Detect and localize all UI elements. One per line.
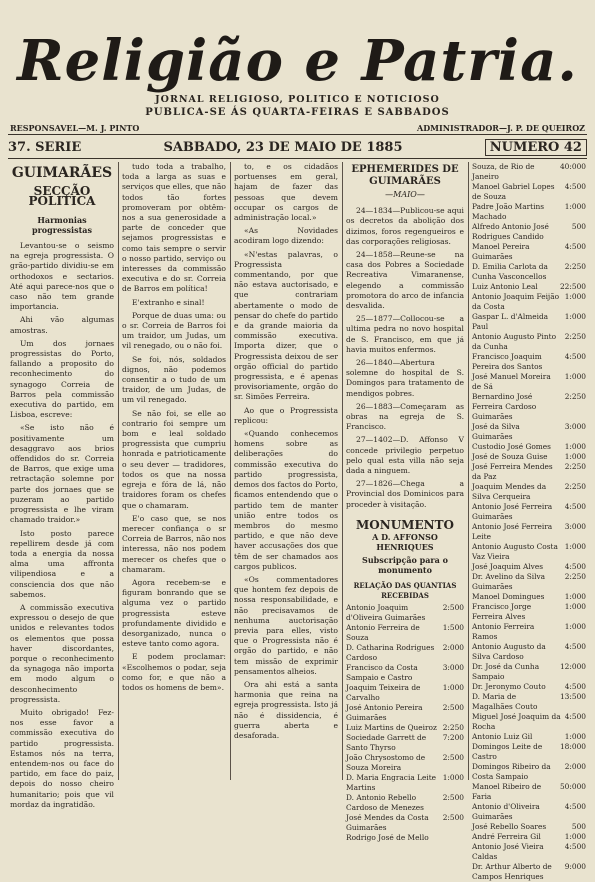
paragraph: Muito obrigado! Fez-nos esse favor a commissão executiva do partido progressista. Estamos nós na terra, entendem-nos ou face do partido, em face do paiz, depois do nosso cheiro humanitario; pois que vil mordaz da ingratidão.: [10, 707, 114, 809]
donor-row: [472, 832, 586, 842]
donor-row: [472, 712, 586, 732]
donor-amount: 1:000: [564, 622, 586, 631]
column-5: [472, 162, 586, 881]
donor-name: José Manuel Moreira de Sá: [472, 372, 551, 391]
paragraph: 26—1840—Abertura solemne do hospital de S. Domingos para tratamento de mendigos pobres.: [346, 358, 464, 398]
donor-name: Francisco da Costa Sampaio e Castro: [346, 663, 418, 683]
donor-name: Dr. Jeronymo Couto: [472, 682, 546, 691]
donor-amount: 40:000: [559, 162, 586, 171]
donor-row: [472, 642, 586, 662]
donor-amount: [460, 833, 464, 843]
donor-amount: 1:000: [564, 732, 586, 741]
donor-amount: 4:500: [564, 562, 586, 571]
donor-amount: 2:500: [442, 793, 464, 803]
donor-name: Antonio José Ferreira Leite: [472, 522, 553, 541]
donor-amount: 2:500: [442, 603, 464, 613]
administrador: ADMINISTRADOR—J. P. DE QUEIROZ: [417, 123, 585, 133]
donor-name: Dr. Arthur Alberto de Campos Henriques: [472, 862, 552, 881]
donor-row: [472, 312, 586, 332]
donor-amount: 2:500: [442, 813, 464, 823]
donor-amount: 2:250: [564, 332, 586, 341]
donor-amount: 4:500: [564, 182, 586, 191]
donor-name: Manoel Domingues: [472, 592, 545, 601]
donor-name: André Ferreira Gil: [472, 832, 541, 841]
donor-amount: 12:000: [559, 662, 586, 671]
paragraph: to, e os cidadãos portuenses em geral, hajam de fazer das pessoas que devem occupar os cargos de administração local.»: [234, 162, 338, 223]
issue-number: NUMERO 42: [485, 139, 587, 156]
donor-name: Domingos Leite de Castro: [472, 742, 543, 761]
donor-row: [472, 352, 586, 372]
donor-amount: 3:000: [564, 422, 586, 431]
donor-name: D. Maria de Magalhães Couto: [472, 692, 538, 711]
donor-row: [472, 802, 586, 822]
column-divider: [118, 162, 119, 780]
donor-amount: 2:250: [564, 392, 586, 401]
donor-row: [346, 703, 464, 723]
donor-name: Antonio José Vieira Caldas: [472, 842, 544, 861]
donor-amount: 1:000: [564, 372, 586, 381]
paragraph: 25—1877—Collocou-se a ultima pedra no novo hospital de S. Francisco, em que já havia muitos enfermos.: [346, 314, 464, 354]
paragraph: «As Novidades acodiram logo dizendo:: [234, 226, 338, 246]
donor-row: [346, 683, 464, 703]
section-heading: GUIMARÃES: [11, 165, 113, 181]
donor-row: [346, 663, 464, 683]
donor-list: [472, 162, 586, 882]
donor-name: Antonio Joaquim d'Oliveira Guimarães: [346, 603, 426, 623]
donor-name: José Rebello Soares: [472, 822, 547, 831]
column-divider: [342, 162, 343, 780]
donor-row: [472, 442, 586, 452]
donor-amount: 1:000: [442, 683, 464, 693]
donor-name: D. Antonio Rebello Cardoso de Menezes: [346, 793, 424, 813]
donor-name: José Mendes da Costa Guimarães: [346, 813, 429, 833]
paragraph: 24—1858—Reune-se na casa dos Pobres a Sociedade Recreativa Vimaranense, elegendo a commissão promotora do arco de infancia desvalida.: [346, 250, 464, 311]
donor-row: [472, 732, 586, 742]
donor-row: [346, 753, 464, 773]
donor-row: [472, 692, 586, 712]
donor-name: Manoel Ribeiro de Faria: [472, 782, 542, 801]
donor-row: [472, 332, 586, 352]
paragraph: E podem proclamar: «Escolhemos o podar, seja como for, e que não a todos os homens de bem».: [122, 652, 226, 692]
donor-name: Antonio Joaquim Feijão da Costa: [472, 292, 560, 311]
donor-row: [346, 813, 464, 833]
donor-name: Dr. Avelino da Silva Guimarães: [472, 572, 546, 591]
donor-amount: 18:000: [559, 742, 586, 751]
issue-date: SABBADO, 23 DE MAIO DE 1885: [163, 139, 403, 155]
donor-amount: 2:000: [564, 762, 586, 771]
donor-name: José Antonio Pereira Guimarães: [346, 703, 423, 723]
paragraph: Isto posto parece repellirem desde já com toda a energia da nossa alma uma affronta vilipendiosa e a consciencia dos que não sabemos.: [10, 528, 114, 599]
newspaper-subtitle: JORNAL RELIGIOSO, POLITICO E NOTICIOSO: [155, 94, 440, 105]
donor-list: [346, 603, 464, 843]
donor-name: Padre João Martins Machado: [472, 202, 545, 221]
date-bar: [8, 137, 587, 157]
paragraph: Ora ahi está a santa harmonia que reina na egreja progressista. Isto já não é dissidencia, é guerra aberta e desaforada.: [234, 679, 338, 740]
donor-name: Sociedade Garrett de Santo Thyrso: [346, 733, 427, 753]
donor-amount: 4:500: [564, 682, 586, 691]
top-rule: [8, 134, 587, 135]
subscription-title: Subscripção para o monumento: [362, 554, 448, 575]
article-body: [122, 162, 226, 693]
donor-row: [346, 773, 464, 793]
donor-row: [472, 592, 586, 602]
donor-amount: 1:000: [564, 592, 586, 601]
article-body: [234, 162, 338, 741]
donor-amount: 1:000: [564, 292, 586, 301]
paragraph: Se não foi, se elle ao contrario foi sempre um bom e leal soldado progressista que cumpriu honrada e patrioticamente o seu dever — tradidores, todos os que na nossa egreja e fóra de lá, não traidores foram os chefes que o chamaram.: [122, 408, 226, 510]
monument-title: MONUMENTO: [356, 517, 454, 532]
donor-row: [346, 603, 464, 623]
donor-row: [472, 202, 586, 222]
paragraph: Levantou-se o seismo na egreja progressista. O grão-partido dividiu-se em orthodoxos e sectarios. Até aqui parece-nos que o caso não tem grande importancia.: [10, 241, 114, 312]
responsavel: RESPONSAVEL—M. J. PINTO: [10, 123, 140, 133]
donor-amount: 3:000: [564, 522, 586, 531]
donor-row: [472, 572, 586, 592]
donor-name: Antonio Ferreira Ramos: [472, 622, 535, 641]
newspaper-title: Religião e Patria.: [17, 28, 578, 94]
paragraph: «Quando conhecemos homens sobre as deliberações do commissão executiva do partido progressista, demos dos factos do Porto, ficamos entendendo que o partido tem de manter união entre todos os membros do mesmo partido, e que não deve haver accusações dos que têm de ser chamados aos cargos publicos.: [234, 429, 338, 571]
donor-amount: 9:000: [564, 862, 586, 871]
donor-name: Miguel José Joaquim da Rocha: [472, 712, 561, 731]
donor-name: Dr. José da Cunha Sampaio: [472, 662, 540, 681]
donor-name: Alfredo Antonio José Rodrigues Candido: [472, 222, 549, 241]
donor-row: [472, 282, 586, 292]
donor-name: Antonio José Ferreira Guimarães: [472, 502, 553, 521]
donor-row: [472, 462, 586, 482]
donor-row: [472, 482, 586, 502]
donor-name: Manoel Pereira Guimarães: [472, 242, 530, 261]
donor-amount: 1:000: [564, 452, 586, 461]
article-body: [10, 241, 114, 810]
donor-amount: 22:500: [559, 282, 586, 291]
donor-amount: 2:000: [442, 643, 464, 653]
donor-amount: 4:500: [564, 642, 586, 651]
donor-amount: 4:500: [564, 352, 586, 361]
donor-name: Luiz Antonio Leal: [472, 282, 538, 291]
paragraph: Um dos jornaes progressistas do Porto, fallando a proposito do reconhecimento do synagogo Correia de Barros pela commissão executiva do partido, em Lisboa, escreve:: [10, 338, 114, 420]
paragraph: Porque de duas uma: ou o sr. Correia de Barros foi um traidor, um Judas, um vil renegado, ou o não foi.: [122, 310, 226, 351]
donor-row: [472, 422, 586, 442]
donor-name: Antonio d'Oliveira Guimarães: [472, 802, 540, 821]
donor-amount: 3:000: [442, 663, 464, 673]
donor-name: Antonio Augusto Costa Vaz Vieira: [472, 542, 558, 561]
donor-amount: 500: [571, 822, 586, 831]
donor-amount: 50:000: [559, 782, 586, 791]
donor-row: [472, 452, 586, 462]
donor-amount: 1:000: [564, 442, 586, 451]
column-3: [234, 162, 338, 780]
donor-row: [472, 682, 586, 692]
publication-schedule: PUBLICA-SE ÁS QUARTA-FEIRAS E SABBADOS: [145, 107, 450, 118]
donor-row: [346, 733, 464, 753]
donor-row: [346, 833, 464, 843]
paragraph: «Os commentadores que hontem fez depois de nossa responsabilidade, e não precisavamos de nenhuma auctorisação previa para elles, visto que o Progressista não é orgão do partido, e não tem missão de exprimir pensamentos alheios.: [234, 574, 338, 676]
paragraph: Se foi, nós, soldados dignos, não podemos consentir a o tudo de um traidor, de um Judas, de um vil renegado.: [122, 354, 226, 405]
donor-name: Joaquim Teixeira de Carvalho: [346, 683, 421, 703]
donor-row: [472, 372, 586, 392]
donor-amount: 2:250: [564, 482, 586, 491]
donor-name: D. Catharina Rodrigues Cardoso: [346, 643, 435, 663]
donor-amount: 13:500: [559, 692, 586, 701]
donor-row: [472, 762, 586, 782]
paragraph: 26—1883—Começaram as obras na egreja de S. Francisco.: [346, 401, 464, 432]
donor-name: Antonio Luiz Gil: [472, 732, 533, 741]
donor-amount: 4:500: [564, 802, 586, 811]
donor-row: [472, 542, 586, 562]
donor-row: [472, 222, 586, 242]
article-title: Harmonias progressistas: [32, 214, 92, 235]
ephemerides-month: —MAIO—: [385, 190, 425, 199]
donor-row: [472, 242, 586, 262]
paragraph: Agora recebem-se e figuram bonrando que se alguma vez o partido progressista esteve profundamente dividido e desorganizado, nunca o esteve tanto como agora.: [122, 577, 226, 649]
donor-row: [472, 622, 586, 642]
donor-row: [472, 782, 586, 802]
donor-name: Luiz Martins de Queiroz: [346, 723, 437, 733]
credits-line: [10, 123, 585, 133]
donor-name: Antonio Ferreira de Souza: [346, 623, 420, 643]
column-1: [10, 162, 114, 809]
donor-name: José Ferreira Mendes da Paz: [472, 462, 553, 481]
bottom-rule: [8, 158, 587, 159]
donor-name: Francisco Joaquim Pereira dos Santos: [472, 352, 543, 371]
donor-name: Souza, de Rio de Janeiro: [472, 162, 535, 181]
paragraph: 24—1834—Publicou-se aqui os decretos da abolição dos dizimos, foros regengueiros e das corporações religiosas.: [346, 206, 464, 246]
paragraph: tudo toda a trabalho, toda a larga as suas e serviços que elles, que não todos tão fortes promoveram por obtêm-nos a sua generosidade a parte de conceder que sejamos progressistas e como tais sempre o servir o nosso partido, serviço ou interesses da commissão executiva e do sr. Correia de Barros em política!: [122, 162, 226, 294]
donor-row: [472, 842, 586, 862]
donor-row: [472, 262, 586, 282]
paragraph: Ahi vão algumas amostras.: [10, 315, 114, 335]
donor-row: [472, 662, 586, 682]
column-divider: [468, 162, 469, 780]
donor-amount: 2:250: [564, 262, 586, 271]
relacao-heading: RELAÇÃO DAS QUANTIAS RECEBIDAS: [353, 580, 457, 601]
donor-name: Joaquim Mendes da Silva Cerqueira: [472, 482, 547, 501]
donor-amount: 1:000: [564, 602, 586, 611]
donor-row: [472, 182, 586, 202]
donor-amount: 1:000: [564, 542, 586, 551]
donor-name: Francisco Jorge Ferreira Alves: [472, 602, 532, 621]
donor-amount: 4:500: [564, 502, 586, 511]
donor-amount: 4:500: [564, 712, 586, 721]
donor-name: Domingos Ribeiro da Costa Sampaio: [472, 762, 551, 781]
donor-amount: 1:000: [564, 832, 586, 841]
donor-name: Manoel Gabriel Lopes de Souza: [472, 182, 555, 201]
donor-name: Gaspar L. d'Almeida Paul: [472, 312, 549, 331]
donor-name: José de Souza Guise: [472, 452, 548, 461]
column-4: [346, 162, 464, 843]
paragraph: E'o caso que, se nos merecer confiança o sr Correia de Barros, não nos interessa, não nos podem merecer os chefes que o chamaram.: [122, 513, 226, 574]
donor-amount: 1:000: [564, 312, 586, 321]
donor-amount: 7:200: [442, 733, 464, 743]
paragraph: A commissão executiva expressou o desejo de que unidos e relevantes todos os elementos que possa haver discordantes, porque o reconhecimento da synagoga não importa em modo algum o desconhecimento progressista.: [10, 602, 114, 704]
paragraph: E'extranho e sinal!: [132, 297, 205, 307]
donor-amount: 4:500: [564, 842, 586, 851]
donor-amount: 4:500: [564, 242, 586, 251]
donor-amount: 2:250: [442, 723, 464, 733]
ephemerides-title: EPHEMERIDES DE GUIMARÃES: [351, 164, 459, 187]
donor-row: [346, 793, 464, 813]
paragraph: 27—1402—D. Affonso V concede privilegio perpetuo pelo qual esta villa não seja dada a ninguem.: [346, 435, 464, 476]
paragraph: Ao que o Progressista replicou:: [234, 405, 338, 425]
column-2: [122, 162, 226, 780]
donor-amount: 2:250: [564, 572, 586, 581]
donor-row: [346, 643, 464, 663]
donor-name: Antonio Augusto Pinto da Cunha: [472, 332, 557, 351]
monument-subtitle: A D. AFFONSO HENRIQUES: [372, 532, 438, 553]
donor-row: [472, 562, 586, 572]
donor-amount: 500: [571, 222, 586, 231]
donor-name: José Joaquim Alves: [472, 562, 544, 571]
donor-row: [472, 822, 586, 832]
donor-row: [472, 392, 586, 422]
donor-row: [472, 522, 586, 542]
donor-row: [472, 292, 586, 312]
donor-amount: 2:500: [442, 703, 464, 713]
donor-amount: 1:000: [442, 773, 464, 783]
donor-name: D. Maria Engracia Leite Martins: [346, 773, 437, 793]
donor-row: [472, 502, 586, 522]
donor-row: [472, 602, 586, 622]
donor-row: [472, 162, 586, 182]
donor-row: [346, 623, 464, 643]
donor-row: [472, 742, 586, 762]
paragraph: «N'estas palavras, o Progressista commentando, por que não estava auctorisado, e que contrariam abertamente o modo de pensar do chefe do partido e da grande maioria da commissão executiva. Importa dizer, que o Progressista deixou de ser orgão official do partido progressista, e é apenas provisoriamente, orgão do sr. Simões Ferreira.: [234, 249, 338, 402]
donor-name: Custodio José Gomes: [472, 442, 551, 451]
donor-name: D. Emilia Carlota da Cunha Vasconcellos: [472, 262, 548, 281]
donor-amount: 2:250: [564, 462, 586, 471]
donor-name: Antonio Augusto da Silva Cardoso: [472, 642, 546, 661]
donor-name: Rodrigo José de Mello: [346, 833, 429, 843]
donor-name: Bernardino José Ferreira Cardoso Guimarães: [472, 392, 537, 421]
donor-amount: 1:000: [564, 202, 586, 211]
donor-row: [346, 723, 464, 733]
donor-amount: 2:500: [442, 753, 464, 763]
column-divider: [230, 162, 231, 780]
paragraph: «Se isto não é positivamente um desaggravo aos brios offendidos do sr. Correia de Barros, que exige uma retractação solemne por parte dos jornaes que se puzeram ao partido progressista e lhe viram chamado traidor.»: [10, 423, 114, 525]
ephemerides-list: [346, 206, 464, 510]
section-subheading: SECÇÃO POLITICA: [28, 184, 96, 209]
paragraph: 27—1826—Chega a Provincial dos Dominicos para proceder à visitação.: [346, 479, 464, 509]
serie-label: 37. SERIE: [8, 139, 82, 155]
donor-name: João Chrysostomo de Souza Moreira: [346, 753, 426, 773]
donor-name: José da Silva Guimarães: [472, 422, 520, 441]
donor-amount: 1:500: [442, 623, 464, 633]
donor-row: [472, 862, 586, 882]
